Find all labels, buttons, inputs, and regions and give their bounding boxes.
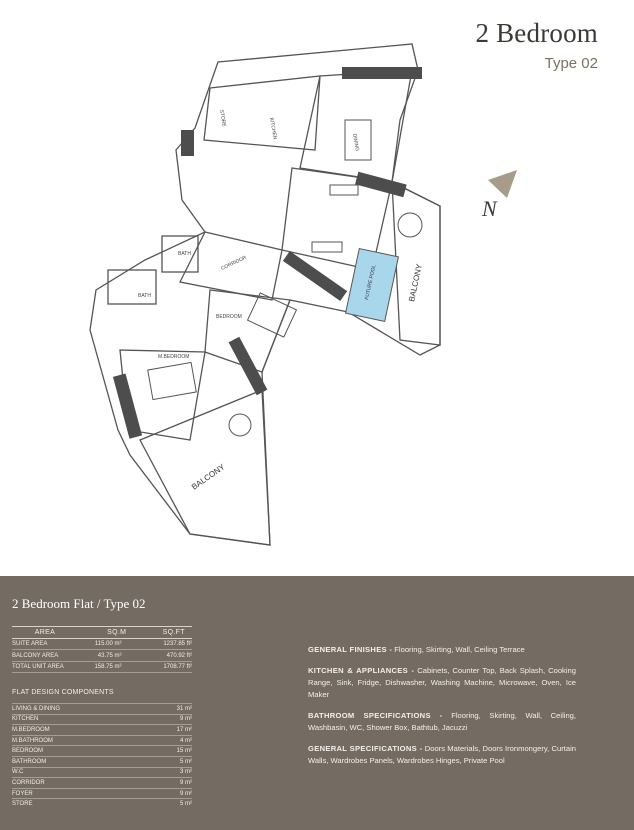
spec-general-finishes: GENERAL FINISHES - Flooring, Skirting, Wall, Ceiling Terrace xyxy=(308,645,525,654)
label-bedroom: BEDROOM xyxy=(216,314,242,320)
info-panel xyxy=(0,576,634,830)
structural-wall xyxy=(342,67,422,79)
sqm-header: SQ.M xyxy=(78,627,156,639)
table-row: M.BEDROOM 17 m² xyxy=(12,725,192,736)
table-row: FOYER 9 m² xyxy=(12,788,192,799)
structural-wall xyxy=(181,130,194,156)
table-row: BEDROOM 15 m² xyxy=(12,746,192,757)
plan-balcony-south xyxy=(140,390,270,545)
label-future-pool: FUTURE POOL xyxy=(364,264,378,301)
label-dining: DINING xyxy=(351,133,360,152)
label-mbedroom: M.BEDROOM xyxy=(158,354,190,360)
components-title: FLAT DESIGN COMPONENTS xyxy=(12,689,114,696)
page-title: 2 Bedroom xyxy=(475,18,598,48)
label-balcony-east: BALCONY xyxy=(407,263,424,303)
table-row: M.BATHROOM 4 m² xyxy=(12,735,192,746)
spec-general: GENERAL SPECIFICATIONS - Doors Materials, Doors Ironmongery, Curtain Walls, Wardrobes Panels, Wardrobes Hinges, Private Pool xyxy=(308,744,576,765)
area-header: AREA xyxy=(12,627,78,639)
sofa xyxy=(330,185,358,195)
spec-bathroom: BATHROOM SPECIFICATIONS - Flooring, Skirting, Wall, Ceiling, Washbasin, WC, Shower Box, Bathtub, Jacuzzi xyxy=(308,711,576,732)
label-bath-2: BATH xyxy=(178,251,191,257)
spec-kitchen-appliances: KITCHEN & APPLIANCES - Cabinets, Counter Top, Back Splash, Cooking Range, Sink, Fridge, Dishwasher, Washing Machine, Microwave, Oven, Ice Maker xyxy=(308,666,576,699)
table-row: TOTAL UNIT AREA 158.75 m² 1708.77 ft² xyxy=(12,661,192,672)
north-label: N xyxy=(482,196,497,221)
table-row: CORRIDOR 9 m² xyxy=(12,778,192,789)
sqft-header: SQ.FT xyxy=(155,627,192,639)
label-kitchen: KITCHEN xyxy=(268,117,278,140)
table-row: BALCONY AREA 43.75 m² 470.92 ft² xyxy=(12,650,192,661)
label-store: STORE xyxy=(218,109,227,128)
table-row: W.C 3 m² xyxy=(12,767,192,778)
structural-wall xyxy=(355,172,407,197)
table-row: STORE 5 m² xyxy=(12,799,192,809)
table-row: SUITE AREA 115.00 m² 1237.85 ft² xyxy=(12,639,192,650)
table-row: BATHROOM 5 m² xyxy=(12,756,192,767)
specifications xyxy=(308,644,576,776)
label-corridor: CORRIDOR xyxy=(220,254,248,272)
table-row: KITCHEN 9 m² xyxy=(12,714,192,725)
balcony-table-south xyxy=(229,414,251,436)
balcony-table-east xyxy=(398,213,422,237)
label-balcony-south: BALCONY xyxy=(189,462,227,492)
north-arrow-icon xyxy=(488,170,517,198)
structural-wall xyxy=(283,251,347,301)
page-subtitle: Type 02 xyxy=(544,55,598,72)
sofa xyxy=(312,242,342,252)
table-row: LIVING & DINING 31 m² xyxy=(12,704,192,715)
bed-mbedroom xyxy=(148,362,197,399)
components-table xyxy=(12,703,192,809)
area-table xyxy=(12,626,192,673)
flat-title: 2 Bedroom Flat / Type 02 xyxy=(12,596,146,611)
structural-wall xyxy=(229,337,268,396)
label-bath-1: BATH xyxy=(138,293,151,299)
